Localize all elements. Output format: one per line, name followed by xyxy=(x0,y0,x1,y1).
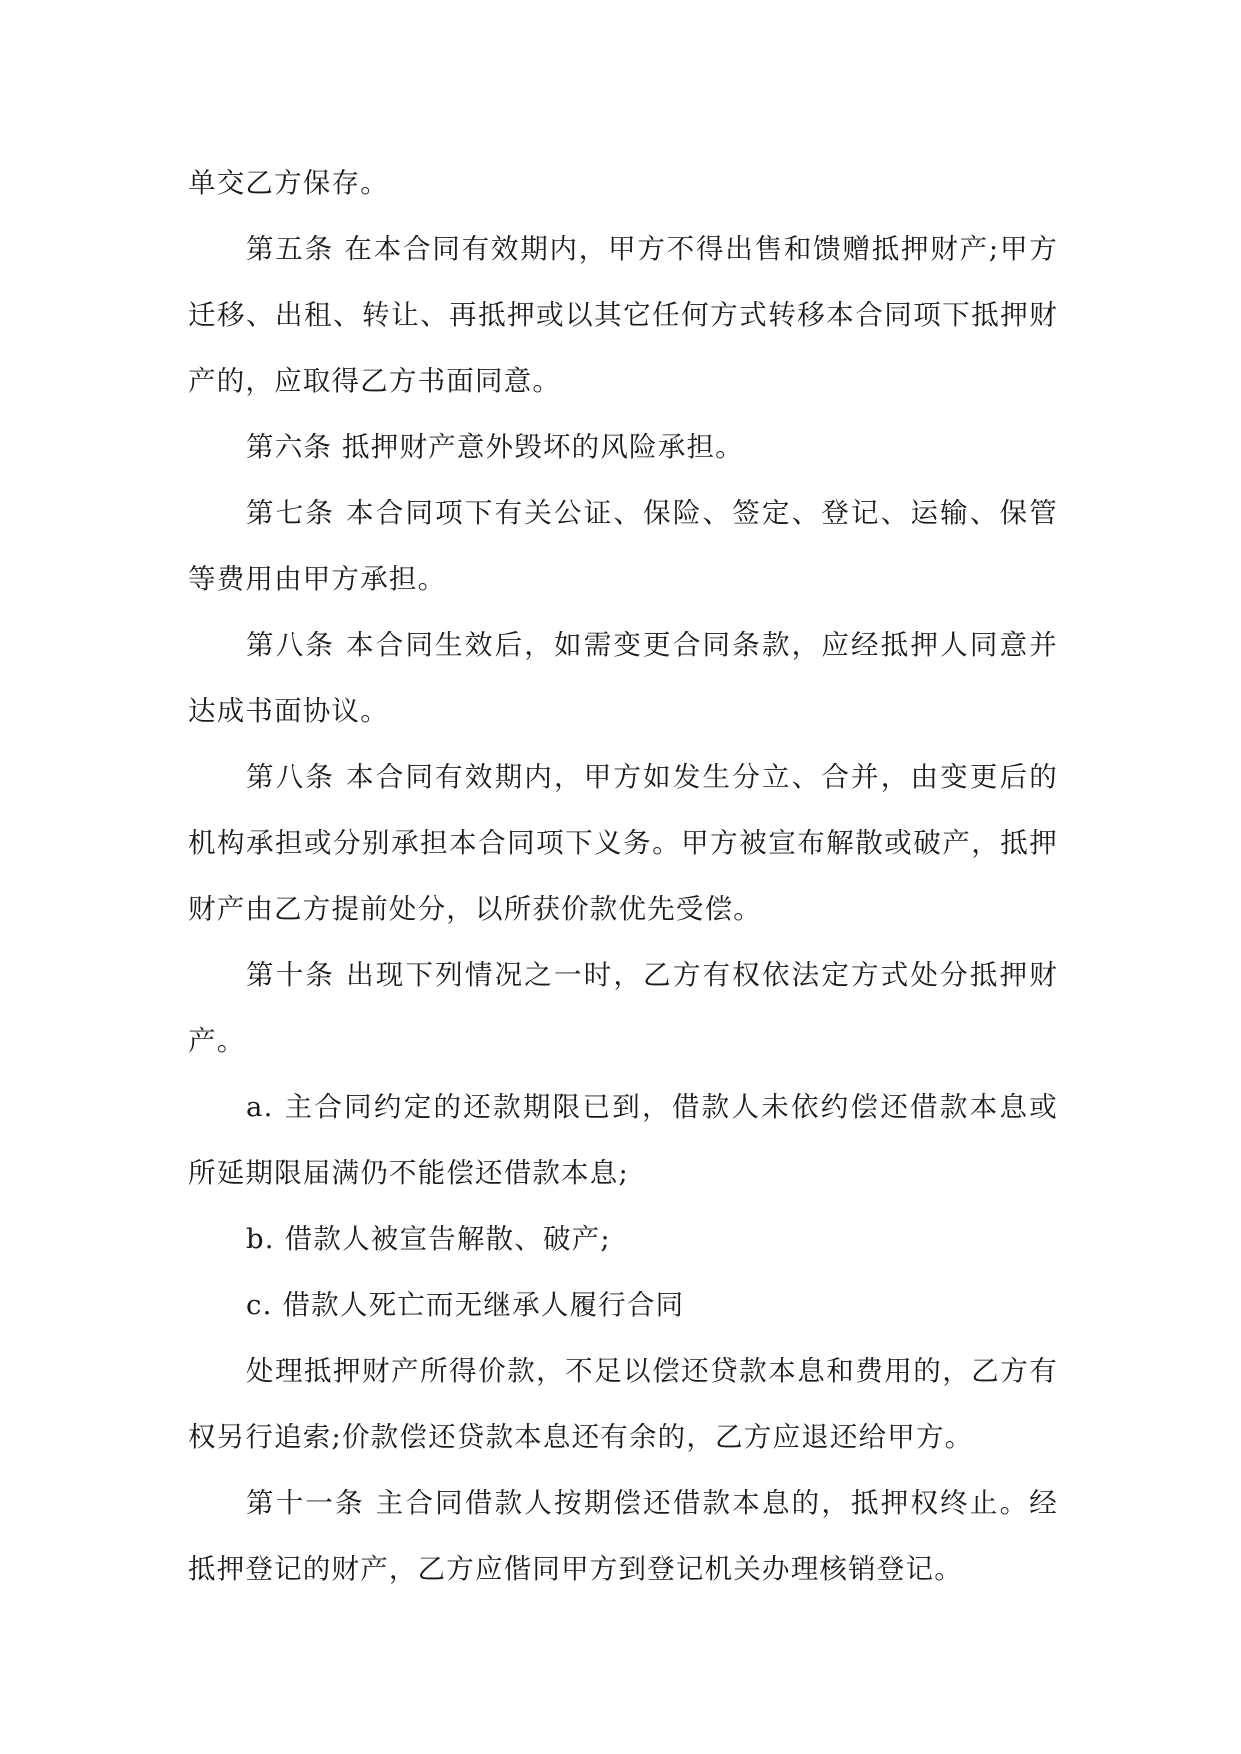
paragraph-continuation: 单交乙方保存。 xyxy=(188,167,389,199)
paragraph-article-8a: 第八条 本合同生效后，如需变更合同条款，应经抵押人同意并达成书面协议。 xyxy=(188,629,1058,727)
paragraph-article-7: 第七条 本合同项下有关公证、保险、签定、登记、运输、保管等费用由甲方承担。 xyxy=(188,497,1058,595)
paragraph-proceeds: 处理抵押财产所得价款，不足以偿还贷款本息和费用的，乙方有权另行追索;价款偿还贷款本息还有余的，乙方应退还给甲方。 xyxy=(188,1355,1058,1453)
document-body xyxy=(188,150,1058,1602)
paragraph-article-10: 第十条 出现下列情况之一时，乙方有权依法定方式处分抵押财产。 xyxy=(188,959,1058,1057)
list-item-a: a. 主合同约定的还款期限已到，借款人未依约偿还借款本息或所延期限届满仍不能偿还借款本息; xyxy=(188,1091,1058,1189)
paragraph-article-11: 第十一条 主合同借款人按期偿还借款本息的，抵押权终止。经抵押登记的财产，乙方应偕同甲方到登记机关办理核销登记。 xyxy=(188,1487,1058,1585)
list-item-c: c. 借款人死亡而无继承人履行合同 xyxy=(246,1289,685,1321)
list-item-b: b. 借款人被宣告解散、破产; xyxy=(246,1223,611,1255)
paragraph-article-5: 第五条 在本合同有效期内，甲方不得出售和馈赠抵押财产;甲方迁移、出租、转让、再抵押或以其它任何方式转移本合同项下抵押财产的，应取得乙方书面同意。 xyxy=(188,233,1058,397)
paragraph-article-6: 第六条 抵押财产意外毁坏的风险承担。 xyxy=(246,431,744,463)
paragraph-article-8b: 第八条 本合同有效期内，甲方如发生分立、合并，由变更后的机构承担或分别承担本合同项下义务。甲方被宣布解散或破产，抵押财产由乙方提前处分，以所获价款优先受偿。 xyxy=(188,761,1058,925)
